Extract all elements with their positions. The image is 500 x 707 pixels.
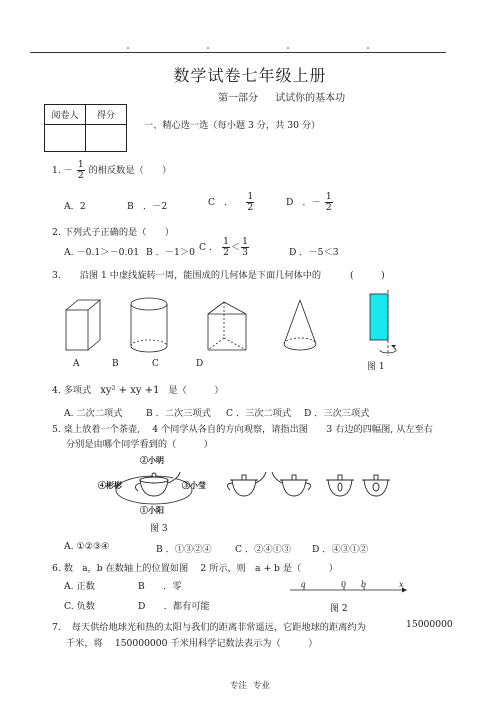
question-4: 4. 多项式 xy² + xy +1 是（ ） [52,385,224,396]
q7-number: 15000000 [406,619,453,630]
question-7: 7. 每天供给地球光和热的太阳与我们的距离非常遥远，它距地球的距离约为 [52,622,366,633]
q3-bracket: ( ) [350,270,385,281]
figure-2-label: 图 2 [330,604,348,614]
header-rule [30,52,446,53]
view-1-icon [227,472,266,496]
solids-figure [60,294,350,356]
solid-label-d: D [196,359,204,369]
reviewer-header: 阅卷人 [45,105,86,125]
q6-option-c: C. 负数 [64,601,95,612]
question-3: 3. 沿图 1 中虚线旋转一周，能围成的几何体是下面几何体中的 [52,270,322,281]
solid-label-a: A [73,359,80,369]
question-6: 6. 数 a，b 在数轴上的位置如图 2 所示，则 a + b 是（ ） [52,563,338,574]
q1-option-d: D ．－ $\frac{1}{2}$ [286,191,332,213]
view-4-icon [362,475,390,496]
axis-label-b: b [361,580,367,589]
observer-bottom: ①小阳 [140,505,164,515]
figure-1 [364,290,404,360]
question-1: 1. － $\frac{1}{2}$ 的相反数是（ ） [52,159,172,181]
triangular-prism-icon [208,302,246,350]
figure-3 [92,452,392,532]
score-header: 得分 [86,105,127,125]
q5-option-d: D ．④③①② [312,544,369,555]
prism-icon [66,300,100,350]
q1-option-b: B ．－2 [127,201,168,212]
figure-1-label: 图 1 [367,362,385,372]
q1-option-c: C ． $\frac{1}{2}$ [208,191,254,213]
number-line-figure [288,578,408,600]
question-5: 5. 桌上放着一个茶壶, 4 个同学从各自的方向观察，请指出图 3 右边的四幅图, 从左至右 [52,424,433,435]
q5-line-2: 分别是由哪个同学看到的（ ） [66,439,213,450]
teapot-icon [135,472,180,496]
cylinder-icon [131,298,167,352]
part-heading [218,89,359,104]
view-3-icon [326,475,354,496]
grade-table [44,104,127,152]
part-subtitle: 试试你的基本功 [275,93,346,104]
q7-line-2: 千米，将 150000000 千米用科学记数法表示为（ ） [66,638,318,649]
part-label: 第一部分 [218,93,258,104]
q5-option-c: C ．②④①③ [235,544,291,555]
question-2: 2. 下列式子正确的是（ ） [52,227,174,238]
q4-option-a: A. 二次二项式 [64,408,123,419]
solid-label-c: C [152,359,159,369]
figure-3-label: 图 3 [150,524,168,534]
axis-label-x: x [399,580,404,589]
q2-option-c: C ． $\frac{1}{2}$ ＜ $\frac{1}{3}$ [199,236,248,258]
page-footer: 专注 专业 [229,681,271,691]
q5-option-b: B ．①③②④ [156,544,212,555]
q2-option-a: A. －0.1＞－0.01 [64,247,140,258]
q2-option-d: D ．－5＜3 [289,247,339,258]
header-dots [30,45,446,51]
observer-left: ④彬彬 [98,480,122,490]
q6-option-b: B ．零 [138,581,182,592]
cone-icon [284,300,316,350]
section-heading: 一、精心选一选（每小题 3 分，共 30 分） [144,120,321,131]
q2-option-b: B ．－1＞0 [146,247,195,258]
reviewer-cell[interactable] [45,125,86,152]
fraction: $\frac{1}{2}$ [77,159,84,181]
q5-option-a: A. ①②③④ [64,541,110,552]
q4-option-d: D ．三次三项式 [304,408,370,419]
q1-option-a: A．2 [64,201,86,212]
observer-top: ②小明 [140,455,164,465]
q6-option-d: D ．都有可能 [138,601,210,612]
solid-label-b: B [112,359,119,369]
rotation-rectangle [370,294,388,340]
score-cell[interactable] [86,125,127,152]
axis-label-zero: 0 [341,580,347,589]
view-2-icon [272,472,311,496]
page-title: 数学试卷七年级上册 [173,66,327,85]
observer-right: ③小莹 [182,480,206,490]
q6-option-a: A. 正数 [64,581,95,592]
q4-option-b: B ．二次三项式 [146,408,211,419]
q4-option-c: C ．三次二项式 [226,408,292,419]
axis-label-a: a [301,580,306,589]
